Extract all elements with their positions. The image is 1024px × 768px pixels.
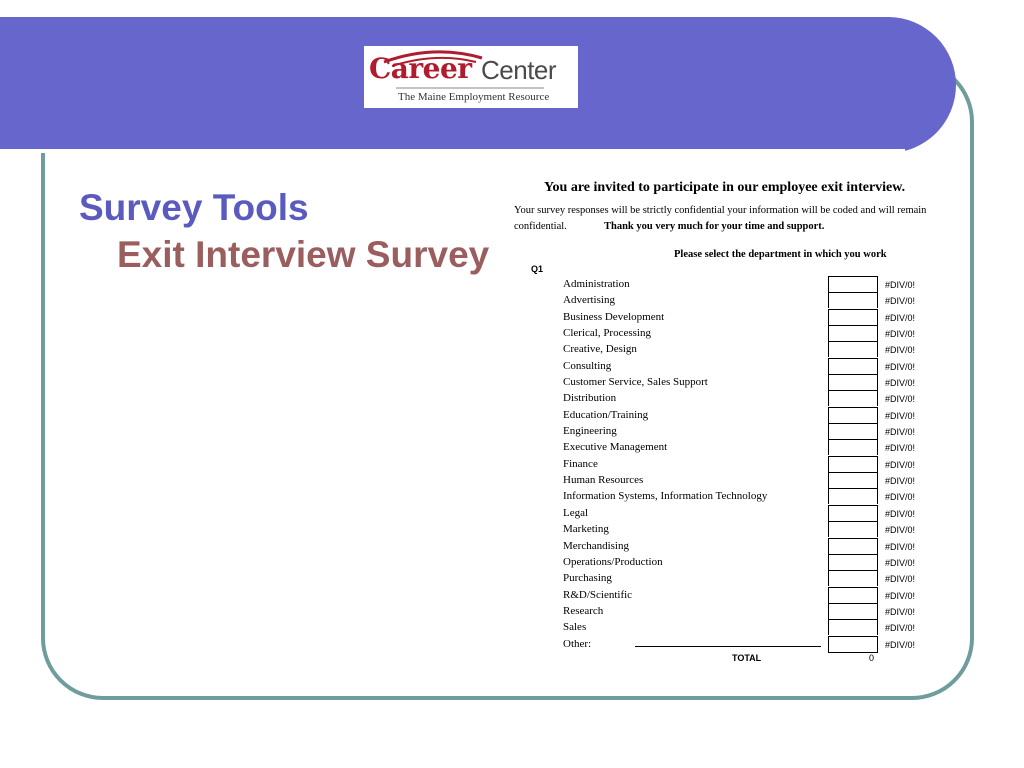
department-percent-value: #DIV/0!: [885, 623, 916, 634]
department-response-box[interactable]: [828, 358, 878, 374]
department-percent-value: #DIV/0!: [885, 525, 916, 536]
department-percent-value: #DIV/0!: [885, 312, 916, 323]
department-percent-value: #DIV/0!: [885, 459, 916, 470]
department-row: [512, 570, 972, 586]
department-row: [512, 325, 972, 341]
department-response-box[interactable]: [828, 407, 878, 423]
department-row: [512, 407, 972, 423]
department-label: R&D/Scientific: [563, 588, 633, 601]
department-percent-value: #DIV/0!: [885, 427, 916, 438]
department-label: Engineering: [563, 425, 617, 438]
department-row: [512, 488, 972, 504]
department-row: [512, 423, 972, 439]
department-row: [512, 619, 972, 635]
survey-intro-line2: confidential.: [514, 221, 567, 232]
department-row: [512, 341, 972, 357]
careercenter-logo: [364, 46, 578, 108]
department-percent-value: #DIV/0!: [885, 574, 916, 585]
department-label: Other:: [563, 637, 592, 650]
department-percent-value: #DIV/0!: [885, 476, 916, 487]
department-response-box[interactable]: [828, 341, 878, 357]
department-label: Customer Service, Sales Support: [563, 376, 708, 389]
department-response-box[interactable]: [828, 309, 878, 325]
department-response-box[interactable]: [828, 276, 878, 292]
department-response-box[interactable]: [828, 423, 878, 439]
department-label: Information Systems, Information Technology: [563, 490, 768, 503]
total-value: 0: [869, 653, 875, 663]
department-response-box[interactable]: [828, 488, 878, 504]
department-label: Consulting: [563, 359, 612, 372]
department-row: [512, 456, 972, 472]
department-row: [512, 636, 972, 652]
department-percent-value: #DIV/0!: [885, 639, 916, 650]
department-response-box[interactable]: [828, 456, 878, 472]
department-percent-value: #DIV/0!: [885, 590, 916, 601]
total-label: TOTAL: [732, 653, 762, 663]
department-percent-value: #DIV/0!: [885, 606, 916, 617]
department-row: [512, 603, 972, 619]
department-percent-value: #DIV/0!: [885, 280, 916, 290]
department-list: [512, 276, 972, 652]
department-response-box[interactable]: [828, 570, 878, 586]
logo-tagline: The Maine Employment Resource: [398, 91, 550, 103]
logo-center-text: Center: [481, 55, 557, 85]
department-label: Advertising: [563, 294, 615, 307]
department-response-box[interactable]: [828, 390, 878, 406]
department-response-box[interactable]: [828, 636, 878, 653]
survey-intro-line1: Your survey responses will be strictly confidential your information will be coded and will remain: [514, 205, 927, 216]
department-label: Business Development: [563, 310, 665, 323]
department-row: [512, 292, 972, 308]
department-response-box[interactable]: [828, 554, 878, 570]
department-percent-value: #DIV/0!: [885, 394, 916, 405]
department-label: Creative, Design: [563, 343, 637, 356]
department-row: [512, 554, 972, 570]
department-response-box[interactable]: [828, 619, 878, 635]
department-percent-value: #DIV/0!: [885, 541, 916, 552]
question-prompt: Please select the department in which you work: [674, 249, 887, 260]
department-response-box[interactable]: [828, 325, 878, 341]
department-response-box[interactable]: [828, 521, 878, 537]
department-percent-value: #DIV/0!: [885, 378, 916, 389]
department-label: Marketing: [563, 523, 609, 536]
department-row: [512, 276, 972, 292]
department-row: [512, 472, 972, 488]
banner-rule: [0, 149, 905, 153]
department-response-box[interactable]: [828, 505, 878, 521]
department-percent-value: #DIV/0!: [885, 410, 916, 421]
department-label: Executive Management: [563, 441, 668, 454]
department-percent-value: #DIV/0!: [885, 329, 916, 340]
department-row: [512, 538, 972, 554]
department-row: [512, 439, 972, 455]
department-label: Administration: [563, 278, 630, 290]
department-label: Merchandising: [563, 539, 629, 552]
department-percent-value: #DIV/0!: [885, 508, 916, 519]
department-label: Research: [563, 604, 604, 617]
department-percent-value: #DIV/0!: [885, 492, 916, 503]
department-label: Sales: [563, 621, 587, 634]
slide-title: Survey Tools: [79, 187, 309, 228]
department-label: Distribution: [563, 392, 617, 405]
department-response-box[interactable]: [828, 538, 878, 554]
question-number: Q1: [531, 264, 544, 274]
department-row: [512, 358, 972, 374]
department-percent-value: #DIV/0!: [885, 557, 916, 568]
department-label: Clerical, Processing: [563, 327, 651, 340]
survey-thanks: Thank you very much for your time and support.: [604, 221, 825, 232]
other-write-in-line[interactable]: [635, 646, 821, 647]
department-row: [512, 521, 972, 537]
department-response-box[interactable]: [828, 472, 878, 488]
department-label: Legal: [563, 506, 589, 519]
department-label: Education/Training: [563, 408, 649, 421]
department-label: Operations/Production: [563, 555, 663, 568]
department-response-box[interactable]: [828, 439, 878, 455]
department-percent-value: #DIV/0!: [885, 361, 916, 372]
department-row: [512, 309, 972, 325]
department-row: [512, 374, 972, 390]
logo-career-text: Career: [369, 52, 472, 85]
department-response-box[interactable]: [828, 603, 878, 619]
department-label: Human Resources: [563, 474, 644, 487]
department-row: [512, 505, 972, 521]
slide-subtitle: Exit Interview Survey: [117, 234, 490, 275]
department-label: Purchasing: [563, 572, 612, 585]
survey-heading: You are invited to participate in our employee exit interview.: [544, 180, 906, 195]
department-label: Finance: [563, 457, 598, 470]
department-percent-value: #DIV/0!: [885, 443, 916, 454]
department-response-box[interactable]: [828, 374, 878, 390]
department-row: [512, 587, 972, 603]
department-percent-value: #DIV/0!: [885, 345, 916, 356]
department-percent-value: #DIV/0!: [885, 296, 916, 307]
department-response-box[interactable]: [828, 587, 878, 603]
department-row: [512, 390, 972, 406]
department-response-box[interactable]: [828, 292, 878, 308]
